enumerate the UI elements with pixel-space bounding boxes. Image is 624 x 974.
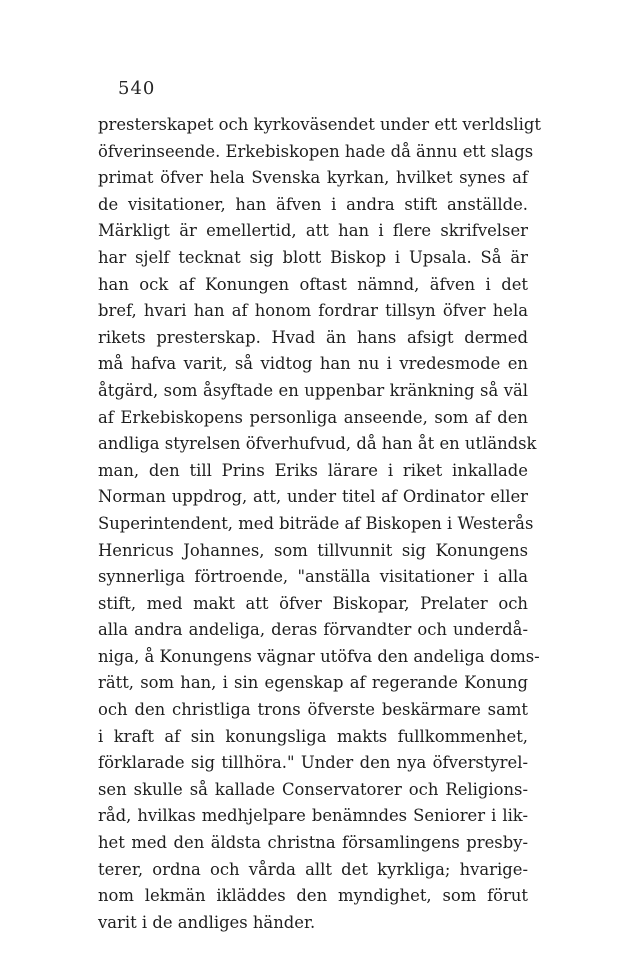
text-line: åtgärd, som åsyftade en uppenbar kränkning så väl (98, 380, 528, 400)
text-line: han ock af Konungen oftast nämnd, äfven i det (98, 274, 528, 294)
text-line: sen skulle så kallade Conservatorer och Religions- (98, 779, 528, 799)
text-line: rätt, som han, i sin egenskap af regerande Konung (98, 673, 528, 693)
text-line: nom lekmän ikläddes den myndighet, som förut (98, 886, 528, 906)
text-line: man, den till Prins Eriks lärare i riket inkallade (98, 460, 528, 480)
text-line: har sjelf tecknat sig blott Biskop i Upsala. Så är (98, 247, 528, 267)
text-line: stift, med makt att öfver Biskopar, Prelater och (98, 593, 528, 613)
text-line: bref, hvari han af honom fordrar tillsyn öfver hela (98, 301, 528, 321)
text-line: de visitationer, han äfven i andra stift anställde. (98, 194, 528, 214)
text-line: i kraft af sin konungsliga makts fullkommenhet, (98, 726, 528, 746)
text-line: förklarade sig tillhöra." Under den nya öfverstyrel- (98, 753, 528, 773)
text-line: presterskapet och kyrkoväsendet under ett verldsligt (98, 115, 541, 134)
body-text (98, 112, 541, 936)
text-line: primat öfver hela Svenska kyrkan, hvilket synes af (98, 168, 528, 188)
text-line: Norman uppdrog, att, under titel af Ordinator eller (98, 487, 528, 507)
text-line: af Erkebiskopens personliga anseende, som af den (98, 407, 528, 427)
text-line: het med den äldsta christna församlingens presby- (98, 833, 528, 853)
text-line: och den christliga trons öfverste beskärmare samt (98, 700, 528, 720)
page-number: 540 (118, 78, 156, 99)
text-line: varit i de andliges händer. (98, 912, 316, 932)
text-line: må hafva varit, så vidtog han nu i vredesmode en (98, 354, 528, 374)
text-line: andliga styrelsen öfverhufvud, då han åt en utländsk (98, 434, 537, 454)
text-line: Henricus Johannes, som tillvunnit sig Konungens (98, 540, 528, 560)
text-line: synnerliga förtroende, "anställa visitationer i alla (98, 567, 528, 587)
text-line: råd, hvilkas medhjelpare benämndes Seniorer i lik- (98, 806, 528, 826)
text-line: Superintendent, med biträde af Biskopen i Westerås (98, 513, 534, 533)
text-line: öfverinseende. Erkebiskopen hade då ännu ett slags (98, 141, 534, 161)
text-line: rikets presterskap. Hvad än hans afsigt dermed (98, 327, 528, 347)
text-line: niga, å Konungens vägnar utöfva den andeliga doms- (98, 646, 540, 666)
text-line: Märkligt är emellertid, att han i flere skrifvelser (98, 221, 528, 241)
text-line: terer, ordna och vårda allt det kyrkliga; hvarige- (98, 859, 528, 879)
text-line: alla andra andeliga, deras förvandter och underdå- (98, 620, 528, 640)
